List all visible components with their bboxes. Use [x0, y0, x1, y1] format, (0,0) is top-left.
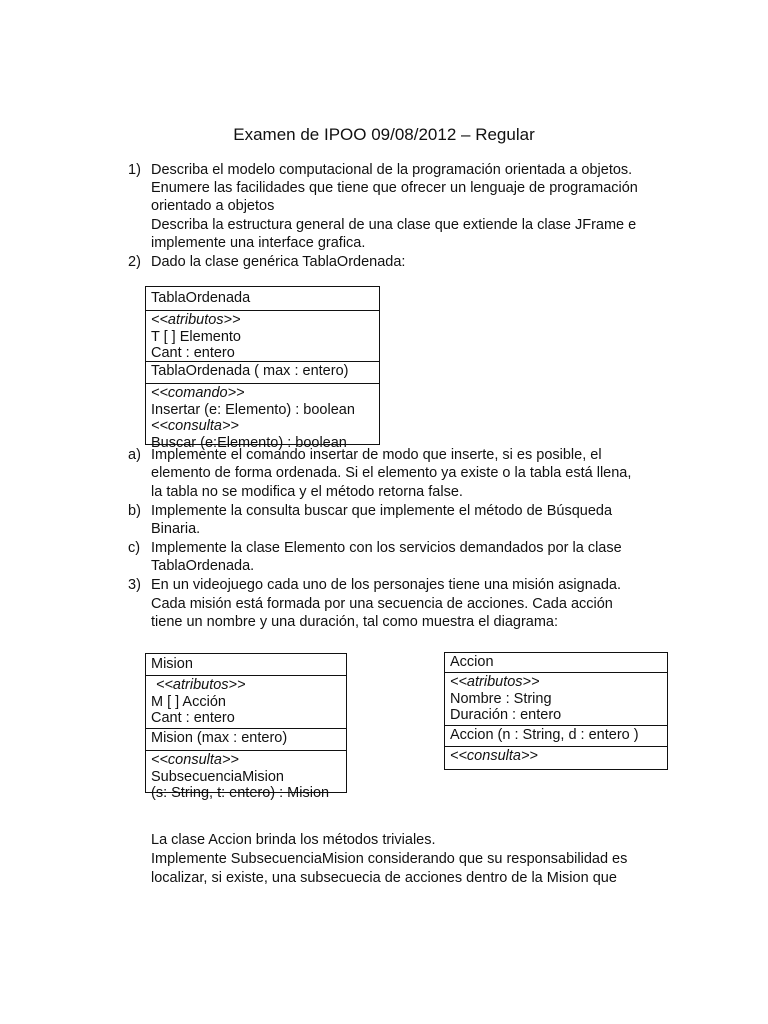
- question-text-line: tiene un nombre y una duración, tal como muestra el diagrama:: [151, 614, 559, 630]
- paragraph-line: Implemente SubsecuenciaMision considerando que su responsabilidad es: [151, 851, 628, 867]
- question-marker: c): [128, 540, 141, 556]
- uml-class-name: Accion: [450, 654, 494, 670]
- question-text-line: la tabla no se modifica y el método retorna false.: [151, 484, 463, 500]
- uml-attribute: Cant : entero: [151, 345, 235, 361]
- uml-attribute: T [ ] Elemento: [151, 328, 241, 345]
- question-text-line: orientado a objetos: [151, 198, 275, 214]
- uml-attribute: Nombre : String: [450, 690, 552, 707]
- uml-attribute: Duración : entero: [450, 707, 562, 723]
- uml-stereotype: <<consulta>>: [151, 752, 239, 768]
- uml-constructor: Accion (n : String, d : entero ): [450, 727, 639, 743]
- question-text-line: Cada misión está formada por una secuencia de acciones. Cada acción: [151, 596, 613, 612]
- question-text-line: Describa la estructura general de una clase que extiende la clase JFrame e: [151, 217, 637, 233]
- uml-stereotype: <<atributos>>: [151, 312, 241, 328]
- question-text-line: TablaOrdenada.: [151, 558, 255, 574]
- question-text-line: Implemente la consulta buscar que implemente el método de Búsqueda: [151, 503, 613, 519]
- uml-attribute: Cant : entero: [151, 710, 235, 726]
- paragraph-line: localizar, si existe, una subsecuecia de acciones dentro de la Mision que: [151, 870, 617, 886]
- uml-method: SubsecuenciaMision: [151, 768, 284, 785]
- uml-stereotype: <<comando>>: [151, 385, 245, 401]
- question-marker: 3): [128, 577, 141, 593]
- uml-method: Buscar (e:Elemento) : boolean: [151, 434, 347, 451]
- question-text-line: implemente una interface grafica.: [151, 235, 366, 251]
- question-marker: 1): [128, 162, 141, 178]
- question-text-line: Implemente el comando insertar de modo que inserte, si es posible, el: [151, 447, 602, 463]
- question-text-line: Enumere las facilidades que tiene que ofrecer un lenguaje de programación: [151, 180, 638, 196]
- question-text-line: Dado la clase genérica TablaOrdenada:: [151, 254, 406, 270]
- question-text-line: elemento de forma ordenada. Si el elemento ya existe o la tabla está llena,: [151, 465, 632, 481]
- uml-stereotype: <<atributos>>: [156, 677, 246, 693]
- uml-stereotype: <<consulta>>: [450, 748, 538, 764]
- uml-stereotype: <<atributos>>: [450, 674, 540, 690]
- uml-class-mision: [145, 653, 347, 801]
- uml-method: (s: String, t: entero) : Mision: [151, 785, 330, 801]
- question-text-line: Binaria.: [151, 521, 201, 537]
- uml-method: Insertar (e: Elemento) : boolean: [151, 401, 355, 418]
- uml-attribute: M [ ] Acción: [151, 693, 226, 710]
- uml-class-tablaordenada: [145, 286, 380, 451]
- question-text-line: En un videojuego cada uno de los personajes tiene una misión asignada.: [151, 577, 621, 593]
- question-marker: b): [128, 503, 141, 519]
- question-text-line: Describa el modelo computacional de la programación orientada a objetos.: [151, 162, 633, 178]
- uml-class-accion: [444, 652, 668, 770]
- question-text-line: Implemente la clase Elemento con los servicios demandados por la clase: [151, 540, 622, 556]
- uml-class-name: Mision: [151, 656, 193, 672]
- uml-class-name: TablaOrdenada: [151, 290, 251, 306]
- uml-constructor: TablaOrdenada ( max : entero): [151, 363, 349, 379]
- question-marker: a): [128, 447, 141, 463]
- uml-constructor: Mision (max : entero): [151, 730, 288, 746]
- page-title: Examen de IPOO 09/08/2012 – Regular: [233, 125, 535, 144]
- question-marker: 2): [128, 254, 141, 270]
- paragraph-line: La clase Accion brinda los métodos triviales.: [151, 832, 436, 848]
- uml-stereotype: <<consulta>>: [151, 418, 239, 434]
